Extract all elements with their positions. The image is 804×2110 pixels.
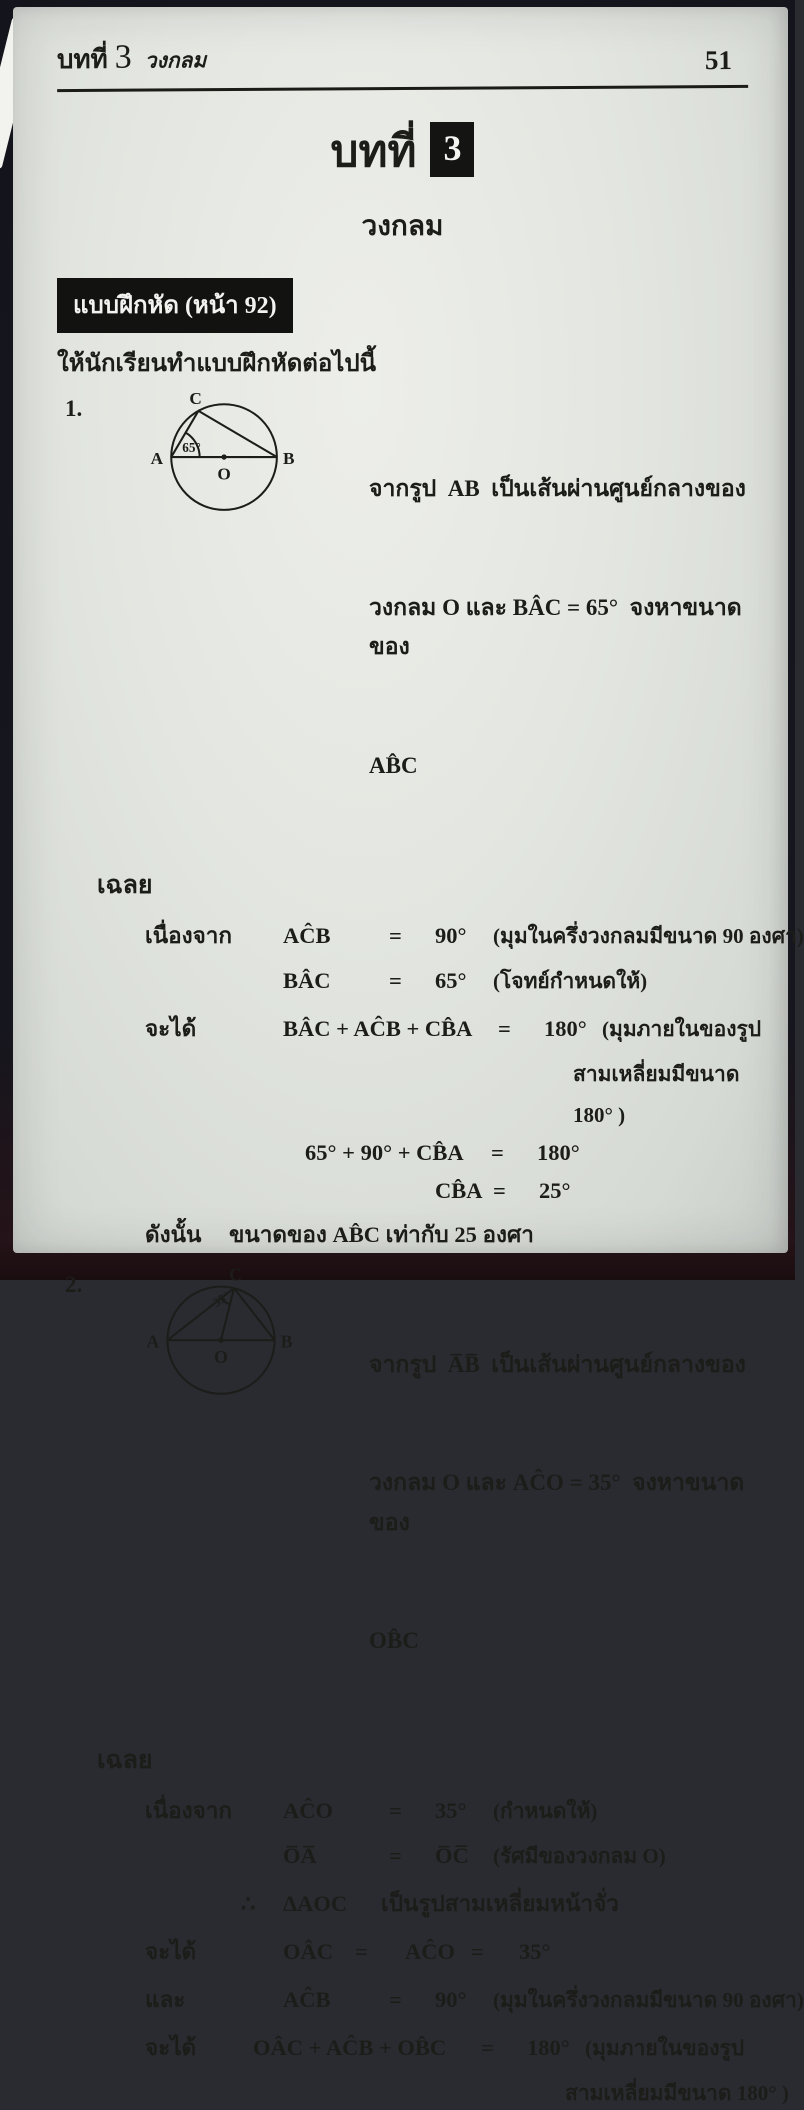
chapter-title [57,116,748,186]
equation-row [145,1010,762,1046]
row-rhs: 25° [539,1177,571,1203]
row-rhs: 180° [527,2035,570,2061]
therefore-text: เป็นรูปสามเหลี่ยมหน้าจั่ว [381,1891,619,1917]
problem-2-number: 2. [65,1271,83,1297]
therefore-symbol: ∴ [241,1891,256,1917]
row-prefix: จะได้ [145,2035,197,2061]
note-continuation [565,2077,789,2110]
row-note: (รัศมีของวงกลม O) [493,1844,666,1869]
problem-2-statement [369,1264,748,1741]
equation-row [145,1981,804,2017]
equation-row [305,1140,748,1166]
row-lhs: AĈB [283,1987,331,2013]
equation-row [145,1840,748,1873]
equals-sign: = [389,1798,402,1824]
equals-sign: = [389,1843,402,1869]
running-header [57,35,748,92]
row-rhs: O̅C̅ [435,1843,469,1869]
solution-label-1: เฉลย [97,871,153,899]
chapter-title-word: บทที่ [330,127,417,176]
circle-diagram-1 [101,390,341,518]
row-lhs: BÂC + AĈB + CB̂A [283,1015,473,1041]
center-dot-1 [221,454,226,459]
triangle-name: ΔAOC [283,1891,348,1917]
row-note: (กำหนดให้) [493,1799,598,1824]
row-lhs: BÂC [283,967,331,993]
chapter-number-box: 3 [430,122,474,177]
running-header-chapter [57,38,207,80]
running-chapter-word: บทที่ [56,44,108,75]
equation-row [145,965,748,998]
equals-sign: = [389,922,402,948]
row-mid: AĈO [405,1939,455,1965]
equals-sign: = [471,1939,484,1965]
problem-1-line2: วงกลม O และ BÂC = 65° จงหาขนาดของ [369,594,742,660]
equals-sign: = [481,2035,494,2061]
row-rhs: 35° [435,1798,467,1824]
equation-row [145,2029,748,2065]
running-chapter-title: วงกลม [144,48,207,73]
row-note: สามเหลี่ยมมีขนาด 180° ) [565,2081,789,2106]
equation-row [145,1933,748,1969]
note-continuation [573,1058,748,1091]
problem-2-line1: จากรูป A̅B̅ เป็นเส้นผ่านศูนย์กลางของ [369,1351,746,1377]
row-note: (มุมในครึ่งวงกลมมีขนาด 90 องศา) [493,923,804,948]
row-note: (โจทย์กำหนดให้) [493,968,648,993]
exercise-instruction: ให้นักเรียนทำแบบฝึกหัดต่อไปนี้ [57,351,376,377]
page-content [13,7,804,2110]
circle-diagram-2 [101,1263,341,1402]
equals-sign: = [493,1177,506,1203]
row-rhs: 35° [519,1939,551,1965]
label-b-1: B [282,449,295,469]
label-o-1: O [217,464,231,484]
row-lhs: AĈO [283,1798,333,1824]
problem-1-line1: จากรูป AB เป็นเส้นผ่านศูนย์กลางของ [369,476,746,502]
row-lhs: OÂC + AĈB + OB̂C [253,2035,447,2061]
therefore-row [241,1885,748,1921]
chord-cb-1 [198,411,276,457]
label-c-2: C [229,1263,242,1284]
page-number: 51 [704,44,733,76]
row-lhs: AĈB [283,922,331,948]
row-prefix: เนื่องจาก [145,1798,233,1824]
angle-label-35: 35° [210,1288,233,1310]
row-rhs: 90° [435,922,467,948]
equals-sign: = [389,967,402,993]
row-prefix: และ [145,1987,186,2013]
equals-sign: = [389,1987,402,2013]
equation-row [435,1178,748,1204]
row-prefix: จะได้ [145,1939,197,1965]
solution-2-equations [145,1792,804,2110]
book-page [13,7,804,2106]
label-c-1: C [189,389,202,409]
row-rhs: 180° [537,1139,580,1165]
row-rhs: 90° [435,1987,467,2013]
center-dot-2 [218,1337,223,1342]
row-note: (มุมในครึ่งวงกลมมีขนาด 90 องศา) [493,1988,804,2013]
problem-1-figure [101,388,369,865]
running-chapter-number: 3 [114,38,132,76]
problem-1-statement [369,388,748,865]
row-prefix: เนื่องจาก [145,922,233,948]
row-note: สามเหลี่ยมมีขนาด [573,1061,740,1086]
row-lhs: O̅A̅ [283,1843,317,1869]
exercise-box-label: แบบฝึกหัด (หน้า 92) [57,278,293,333]
label-a-2: A [146,1330,160,1351]
angle-label-65: 65° [182,439,201,455]
problem-2-figure [101,1264,369,1741]
row-lhs: CB̂A [435,1177,483,1203]
label-a-1: A [150,449,164,469]
equals-sign: = [498,1015,511,1041]
problem-2-line2: วงกลม O และ AĈO = 35° จงหาขนาดของ [369,1470,745,1535]
conclusion-text: ขนาดของ AB̂C เท่ากับ 25 องศา [229,1221,534,1247]
solution-1-equations [145,917,804,1252]
row-note: (มุมภายในของรูป [585,2036,745,2061]
note-continuation [573,1103,748,1128]
equation-row [145,917,804,953]
chapter-subtitle: วงกลม [361,211,444,242]
row-note: (มุมภายในของรูป [602,1016,762,1041]
label-b-2: B [280,1330,293,1351]
row-note: 180° ) [573,1102,626,1127]
problem-1-number: 1. [65,396,83,421]
row-prefix: จะได้ [145,1015,197,1041]
problem-2-line3: OB̂C [369,1628,419,1654]
equation-row [145,1792,748,1828]
equals-sign: = [491,1139,504,1165]
row-prefix: ดังนั้น [145,1221,202,1247]
conclusion-row [145,1216,748,1252]
row-rhs: 180° [544,1015,587,1041]
row-lhs: 65° + 90° + CB̂A [305,1139,464,1165]
row-rhs: 65° [435,967,467,993]
exercise-heading-wrap [57,248,748,333]
problem-1-line3: AB̂C [369,752,418,778]
label-o-2: O [214,1346,228,1367]
solution-label-2: เฉลย [97,1747,153,1775]
row-lhs: OÂC [283,1939,333,1965]
equals-sign: = [355,1939,368,1965]
problem-2 [57,1264,748,1741]
problem-1 [57,388,748,865]
